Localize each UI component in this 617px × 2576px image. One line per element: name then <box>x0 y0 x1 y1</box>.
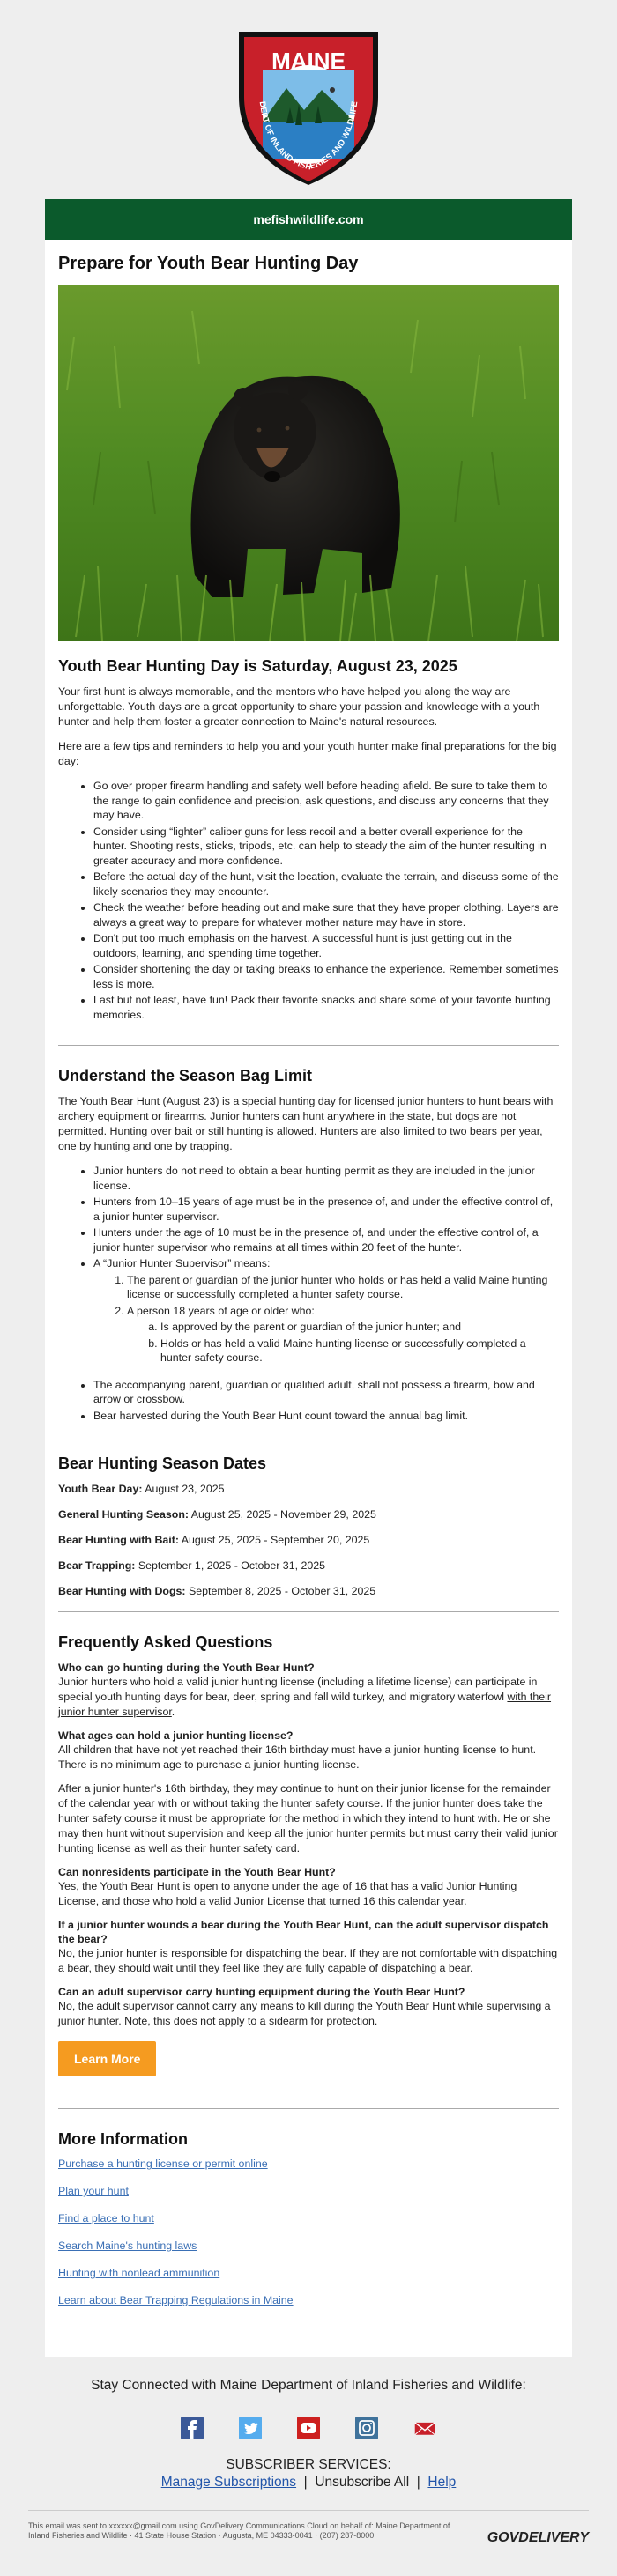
instagram-icon[interactable] <box>355 2417 378 2439</box>
youth-day-heading: Youth Bear Hunting Day is Saturday, August 23, 2025 <box>58 657 457 675</box>
facebook-icon[interactable] <box>181 2417 204 2439</box>
date-row <box>58 1584 559 1599</box>
link-nonlead-ammo[interactable]: Hunting with nonlead ammunition <box>58 2267 220 2279</box>
date-value: August 23, 2025 <box>142 1483 225 1495</box>
date-value: August 25, 2025 - September 20, 2025 <box>178 1534 370 1546</box>
date-value: August 25, 2025 - November 29, 2025 <box>189 1508 376 1521</box>
divider <box>58 2108 559 2109</box>
maine-ifw-logo[interactable] <box>234 26 383 185</box>
bag-limit-list <box>58 1164 559 1423</box>
date-value: September 8, 2025 - October 31, 2025 <box>185 1585 376 1597</box>
website-banner-link[interactable]: mefishwildlife.com <box>45 199 572 240</box>
bag-limit-paragraph: The Youth Bear Hunt (August 23) is a special hunting day for licensed junior hunters to hunt bears with archery equipment or firearms. Junior hunters can hunt anywhere in the state, but dogs are not permitted. Hunting over bait or still hunting is allowed. Hunters are also limited to two bears per year, one by hunting and one by trapping. <box>58 1095 554 1152</box>
fine-print: This email was sent to xxxxxx@gmail.com using GovDelivery Communications Cloud on behalf of: Maine Department of Inland Fisheries and Wildlife · 41 State House Station · Augusta, ME 04333-0041 · (207) 287-8000 <box>28 2521 450 2540</box>
fine-print-row <box>28 2510 589 2545</box>
separator: | <box>409 2475 428 2490</box>
list-item: • Go over proper firearm handling and safety well before heading afield. Be sure to take them to the range to gain confidence and precision, ask questions, and discuss any concerns that they may have. <box>93 779 559 823</box>
footer <box>0 2357 617 2545</box>
adult-criteria-list <box>127 1320 559 1366</box>
list-item: • Before the actual day of the hunt, visit the location, evaluate the terrain, and discuss some of the likely scenarios they may encounter. <box>93 870 559 899</box>
list-item <box>127 1304 559 1366</box>
list-item: • Consider using “lighter” caliber guns for less recoil and a better overall experience for the hunter. Shooting rests, sticks, tripods, etc. can help to steady the aim of the hunter resulting in greater accuracy and more confidence. <box>93 825 559 869</box>
season-dates-heading: Bear Hunting Season Dates <box>58 1455 267 1472</box>
date-label: Bear Hunting with Bait: <box>58 1534 179 1546</box>
list-item: a. Is approved by the parent or guardian of the junior hunter; and <box>160 1320 559 1335</box>
svg-text:MAINE: MAINE <box>271 48 346 74</box>
page-title: Prepare for Youth Bear Hunting Day <box>58 254 359 273</box>
list-item: • Check the weather before heading out and make sure that they have proper clothing. Layers are always a great way to prepare for whatever mother nature may have in store. <box>93 900 559 929</box>
faq-answer: No, the junior hunter is responsible for dispatching the bear. If they are not comfortable with dispatching a bear, they should wait until they feel like they are fully capable of dispatching a bear. <box>58 1947 558 1974</box>
date-row <box>58 1533 559 1548</box>
divider <box>58 1611 559 1612</box>
main-content <box>45 240 572 2357</box>
supervisor-definition: A “Junior Hunter Supervisor” means: <box>93 1257 271 1269</box>
faq-answer: All children that have not yet reached their 16th birthday must have a junior hunting license to hunt. There is no minimum age to purchase a junior hunting license. <box>58 1743 537 1771</box>
list-item: 1. The parent or guardian of the junior hunter who holds or has held a valid Maine hunting license or successfully completed a hunter safety course. <box>127 1273 559 1302</box>
faq-heading: Frequently Asked Questions <box>58 1633 273 1651</box>
list-item: • Bear harvested during the Youth Bear Hunt count toward the annual bag limit. <box>93 1409 559 1424</box>
faq-question: Who can go hunting during the Youth Bear Hunt? <box>58 1662 315 1674</box>
divider <box>58 1045 559 1046</box>
email-icon[interactable] <box>413 2417 436 2439</box>
date-value: September 1, 2025 - October 31, 2025 <box>135 1559 326 1572</box>
unsubscribe-all-link[interactable]: Unsubscribe All <box>315 2475 410 2490</box>
supervisor-link-text: with their junior hunter supervisor <box>58 1691 552 1718</box>
list-item <box>93 1256 559 1376</box>
link-plan-hunt[interactable]: Plan your hunt <box>58 2185 129 2197</box>
faq-question: If a junior hunter wounds a bear during the Youth Bear Hunt, can the adult supervisor dispatch the bear? <box>58 1919 549 1945</box>
twitter-icon[interactable] <box>239 2417 262 2439</box>
learn-more-button[interactable]: Learn More <box>58 2041 156 2076</box>
govdelivery-logo: GOVDELIVERY <box>487 2530 589 2545</box>
stay-connected-text: Stay Connected with Maine Department of Inland Fisheries and Wildlife: <box>91 2378 526 2393</box>
subscriber-services-label: SUBSCRIBER SERVICES: <box>226 2457 391 2472</box>
youtube-icon[interactable] <box>297 2417 320 2439</box>
tips-intro: Here are a few tips and reminders to help you and your youth hunter make final preparations for the big day: <box>58 740 557 767</box>
list-item: • Last but not least, have fun! Pack their favorite snacks and share some of your favorite hunting memories. <box>93 993 559 1022</box>
season-dates-list <box>58 1482 559 1599</box>
svg-text:DEPT OF INLAND FISHERIES AND W: DEPT OF INLAND FISHERIES AND WILDLIFE <box>256 100 361 173</box>
faq-question: What ages can hold a junior hunting license? <box>58 1729 294 1742</box>
manage-subscriptions-link[interactable]: Manage Subscriptions <box>160 2475 297 2490</box>
faq-question: Can an adult supervisor carry hunting equipment during the Youth Bear Hunt? <box>58 1986 465 1998</box>
more-info-heading: More Information <box>58 2130 188 2148</box>
adult-criteria: A person 18 years of age or older who: <box>127 1304 315 1317</box>
intro-paragraph: Your first hunt is always memorable, and the mentors who have helped you along the way are unforgettable. Youth days are a great opportunity to share your passion and knowledge with a youth hunter and help them foster a greater connection to Maine's natural resources. <box>58 685 540 728</box>
subscriber-links <box>0 2475 617 2491</box>
date-label: Bear Hunting with Dogs: <box>58 1585 186 1597</box>
faq-answer: Yes, the Youth Bear Hunt is open to anyone under the age of 16 that has a valid Junior Hunting License, and those who hold a valid Junior License that turned 16 this calendar year. <box>58 1880 517 1907</box>
link-find-place[interactable]: Find a place to hunt <box>58 2212 154 2224</box>
list-item: • Consider shortening the day or taking breaks to enhance the experience. Remember sometimes less is more. <box>93 962 559 991</box>
list-item: • The accompanying parent, guardian or qualified adult, shall not possess a firearm, bow and arrow or crossbow. <box>93 1378 559 1407</box>
date-label: Youth Bear Day: <box>58 1483 143 1495</box>
faq-answer: After a junior hunter's 16th birthday, they may continue to hunt on their junior license for the remainder of the calendar year with or without taking the hunter safety course. If the junior hunter does take the hunter safety course it must be appropriate for the method in which they intend to hunt with. He or she may then hunt without supervision and keep all the junior hunter permits but must carry their valid junior hunting license as well as their hunter safety card. <box>58 1782 558 1854</box>
faq-question: Can nonresidents participate in the Youth Bear Hunt? <box>58 1866 336 1878</box>
list-item: b. Holds or has held a valid Maine hunting license or successfully completed a hunter safety course. <box>160 1336 559 1366</box>
list-item: • Junior hunters do not need to obtain a bear hunting permit as they are included in the junior license. <box>93 1164 559 1193</box>
logo-area <box>0 0 617 199</box>
list-item: • Hunters from 10–15 years of age must be in the presence of, and under the effective control of, a junior hunter supervisor. <box>93 1195 559 1224</box>
faq-answer: No, the adult supervisor cannot carry any means to kill during the Youth Bear Hunt while supervising a junior hunter. Note, this does not apply to a sidearm for protection. <box>58 2000 551 2027</box>
date-label: General Hunting Season: <box>58 1508 190 1521</box>
social-icons <box>0 2417 617 2439</box>
date-row <box>58 1558 559 1573</box>
help-link[interactable]: Help <box>427 2475 457 2490</box>
link-hunting-laws[interactable]: Search Maine's hunting laws <box>58 2239 197 2252</box>
list-item: • Don't put too much emphasis on the harvest. A successful hunt is just getting out in the outdoors, learning, and spending time together. <box>93 931 559 960</box>
tips-list <box>58 779 559 1022</box>
date-label: Bear Trapping: <box>58 1559 136 1572</box>
supervisor-criteria-list <box>93 1273 559 1366</box>
faq-answer: Junior hunters who hold a valid junior hunting license (including a lifetime license) can participate in special youth hunting days for bear, deer, spring and fall wild turkey, and migratory waterfowl with their junior hunter supervisor. <box>58 1676 552 1718</box>
list-item: • Hunters under the age of 10 must be in the presence of, and under the effective control of, a junior hunter supervisor who remains at all times within 20 feet of the hunter. <box>93 1225 559 1255</box>
link-bear-trapping[interactable]: Learn about Bear Trapping Regulations in Maine <box>58 2294 294 2306</box>
link-purchase-license[interactable]: Purchase a hunting license or permit online <box>58 2158 268 2170</box>
date-row <box>58 1482 559 1497</box>
more-info-links <box>58 2158 559 2306</box>
black-bear-photo <box>58 285 559 641</box>
date-row <box>58 1507 559 1522</box>
separator: | <box>296 2475 316 2490</box>
bag-limit-heading: Understand the Season Bag Limit <box>58 1067 313 1084</box>
